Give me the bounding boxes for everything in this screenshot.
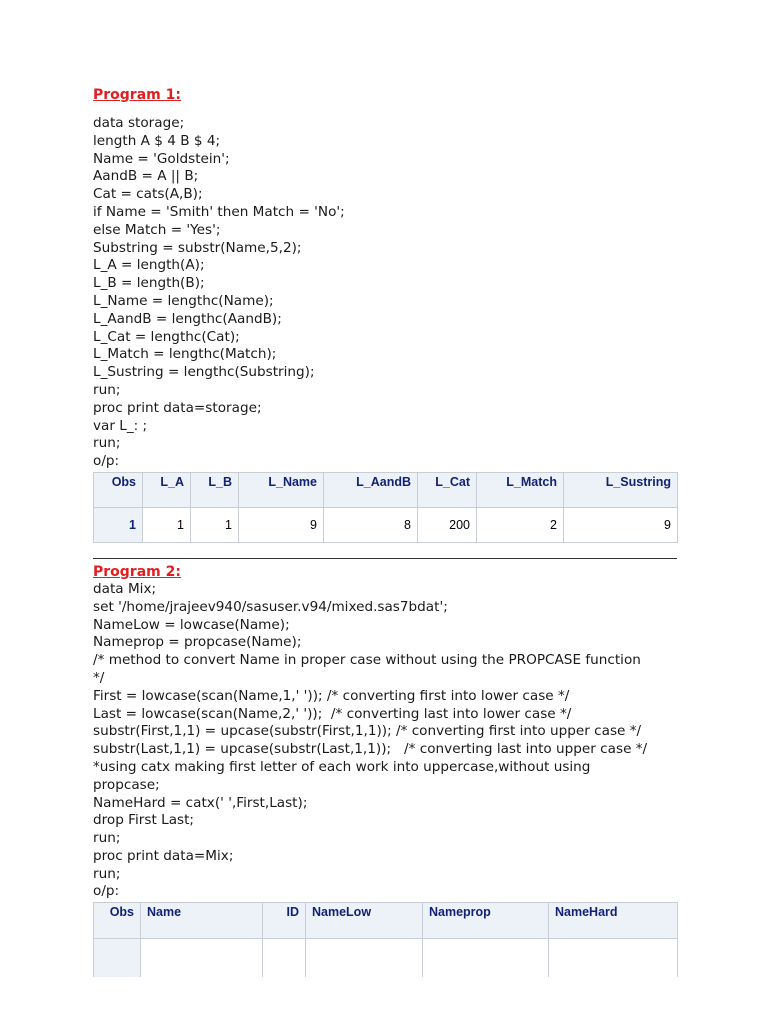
obs-cell: 1: [94, 507, 143, 542]
table-header-row: [94, 472, 678, 507]
code-line: L_Cat = lengthc(Cat);: [93, 328, 240, 345]
column-header: Obs: [94, 903, 141, 939]
table-cell: [549, 939, 678, 978]
table-row: [94, 507, 678, 542]
table-cell: [423, 939, 549, 978]
code-line: L_AandB = lengthc(AandB);: [93, 310, 282, 327]
code-line: data storage;: [93, 115, 185, 131]
code-line: drop First Last;: [93, 812, 195, 829]
code-line: Last = lowcase(scan(Name,2,' ')); /* converting last into lower case */: [93, 705, 572, 722]
column-header: L_A: [143, 472, 191, 507]
code-line: var L_: ;: [93, 417, 148, 434]
code-line: substr(Last,1,1) = upcase(substr(Last,1,1)); /* converting last into upper case */: [93, 741, 648, 758]
table-cell: [263, 939, 306, 978]
code-line: length A $ 4 B $ 4;: [93, 132, 221, 149]
program-1-code: [93, 115, 677, 471]
code-line: else Match = 'Yes';: [93, 221, 221, 238]
table-cell: 1: [191, 507, 239, 542]
column-header: Obs: [94, 472, 143, 507]
table-cell: [141, 939, 263, 978]
code-line: L_Sustring = lengthc(Substring);: [93, 364, 315, 381]
code-line: NameLow = lowcase(Name);: [93, 616, 290, 633]
code-line: NameHard = catx(' ',First,Last);: [93, 794, 308, 811]
column-header: Name: [141, 903, 263, 939]
table-row: [94, 939, 678, 978]
code-line: */: [93, 669, 105, 686]
code-line: L_B = length(B);: [93, 275, 205, 292]
code-line: set '/home/jrajeev940/sasuser.v94/mixed.sas7bdat';: [93, 598, 448, 615]
column-header: L_Sustring: [564, 472, 678, 507]
code-line: run;: [93, 865, 121, 882]
code-line: run;: [93, 381, 121, 398]
code-line: *using catx making first letter of each work into uppercase,without using: [93, 758, 591, 775]
table-cell: 9: [239, 507, 324, 542]
program-1-output-table: [93, 472, 678, 543]
table-cell: 8: [324, 507, 418, 542]
code-line: o/p:: [93, 883, 120, 900]
code-line: L_A = length(A);: [93, 257, 205, 274]
code-line: o/p:: [93, 453, 120, 470]
column-header: L_AandB: [324, 472, 418, 507]
column-header: L_B: [191, 472, 239, 507]
column-header: L_Name: [239, 472, 324, 507]
column-header: L_Match: [477, 472, 564, 507]
program-1-heading: Program 1:: [93, 87, 181, 103]
table-header-row: [94, 903, 678, 939]
program-2-heading: Program 2:: [93, 563, 181, 580]
code-line: AandB = A || B;: [93, 168, 199, 185]
code-line: propcase;: [93, 776, 160, 793]
section-divider: [93, 558, 677, 559]
code-line: data Mix;: [93, 580, 157, 597]
code-line: Name = 'Goldstein';: [93, 150, 230, 167]
code-line: Substring = substr(Name,5,2);: [93, 239, 302, 256]
column-header: Nameprop: [423, 903, 549, 939]
code-line: if Name = 'Smith' then Match = 'No';: [93, 203, 345, 220]
column-header: NameHard: [549, 903, 678, 939]
code-line: run;: [93, 830, 121, 847]
code-line: /* method to convert Name in proper case without using the PROPCASE function: [93, 652, 641, 669]
table-cell: 9: [564, 507, 678, 542]
code-line: run;: [93, 435, 121, 452]
program-2-output-table: [93, 902, 678, 977]
table-cell: 2: [477, 507, 564, 542]
column-header: ID: [263, 903, 306, 939]
code-line: proc print data=storage;: [93, 399, 262, 416]
table-cell: 200: [418, 507, 477, 542]
code-line: First = lowcase(scan(Name,1,' ')); /* converting first into lower case */: [93, 687, 570, 704]
code-line: substr(First,1,1) = upcase(substr(First,1,1)); /* converting first into upper case */: [93, 723, 642, 740]
code-line: L_Name = lengthc(Name);: [93, 292, 274, 309]
code-line: proc print data=Mix;: [93, 847, 234, 864]
document-page: [93, 86, 677, 977]
column-header: L_Cat: [418, 472, 477, 507]
obs-cell: [94, 939, 141, 978]
table-cell: [306, 939, 423, 978]
program-2-code: [93, 581, 677, 901]
code-line: Cat = cats(A,B);: [93, 186, 203, 203]
table-cell: 1: [143, 507, 191, 542]
column-header: NameLow: [306, 903, 423, 939]
code-line: L_Match = lengthc(Match);: [93, 346, 277, 363]
code-line: Nameprop = propcase(Name);: [93, 634, 302, 651]
